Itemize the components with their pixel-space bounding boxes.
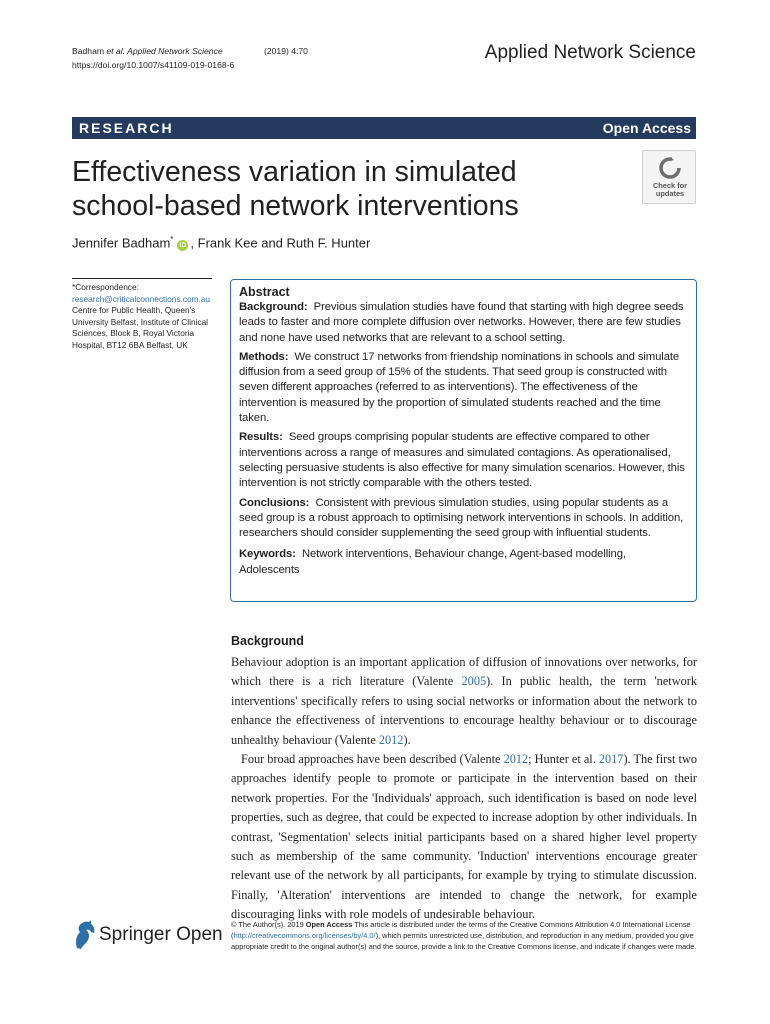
article-type-banner: [72, 117, 696, 139]
keywords-text: Network interventions, Behaviour change, Agent-based modelling, Adolescents: [239, 548, 626, 576]
open-access-label: Open Access: [602, 120, 691, 136]
open-wordmark: Open: [176, 924, 223, 945]
license-copyright: © The Author(s). 2019: [231, 920, 306, 929]
license-text-a: This article is distributed under the terms of the Creative Commons Attribution 4.0 International License (: [231, 920, 691, 940]
abstract-conclusions: [239, 496, 688, 542]
article-title: Effectiveness variation in simulated school-based network interventions: [72, 156, 519, 222]
header-doi[interactable]: https://doi.org/10.1007/s41109-019-0168-6: [72, 60, 235, 70]
abstract-heading: Abstract: [239, 285, 290, 299]
body-p1-text-b: ). In public health, the term 'network interventions' specifically refers to using social networks or information about the network to enhance the effectiveness of interventions to encourage healthy behaviour or to discourage unhealthy behaviour (Valente: [231, 674, 697, 747]
body-p1-text-a: Behaviour adoption is an important application of diffusion of innovations over networks, for which there is a rich literature (Valente: [231, 655, 697, 689]
orcid-icon[interactable]: iD: [177, 240, 188, 251]
abstract-results-text: Seed groups comprising popular students are effective compared to other interventions across a range of measures and simulated contagions. As operationalised, selecting persuasive students is also effective for many simulation scenarios. However, this intervention is not strictly comparable with the others tested.: [239, 431, 685, 490]
author-rest: , Frank Kee and Ruth F. Hunter: [190, 235, 371, 251]
springer-horse-icon: [72, 920, 96, 950]
check-for-updates-button[interactable]: [642, 150, 696, 204]
check-updates-icon: [659, 157, 681, 179]
keywords-label: Keywords:: [239, 548, 296, 561]
correspondence-affiliation: Centre for Public Health, Queen's University Belfast, Institute of Clinical Sciences, Block B, Royal Victoria Hospital, BT12 6BA Belfast, UK: [72, 305, 209, 350]
corresponding-mark: *: [170, 235, 174, 244]
correspondence-label: *Correspondence:: [72, 282, 139, 292]
license-link[interactable]: http://creativecommons.org/licenses/by/4.0/: [233, 931, 376, 940]
check-updates-line1: Check for: [652, 181, 688, 190]
citation-link[interactable]: 2005: [461, 674, 487, 689]
abstract-methods-text: We construct 17 networks from friendship nominations in schools and simulate diffusion from a seed group of 15% of the students. That seed group is constructed with seven different approaches (referred to as interventions). The effectiveness of the intervention is measured by the proportion of simulated students reached and the time taken.: [239, 350, 680, 425]
abstract-box: [230, 279, 697, 602]
correspondence-block: [72, 282, 222, 352]
abstract-background: [239, 300, 688, 346]
body-paragraph-2: [231, 750, 697, 925]
citation-link[interactable]: 2012: [503, 752, 529, 767]
header-author: Badham: [72, 46, 105, 56]
check-updates-line2: updates: [655, 189, 685, 199]
abstract-background-text: Previous simulation studies have found that starting with high degree seeds leads to faster and more complete diffusion over networks. However, there are few studies and none have used networks that are relevant to a school setting.: [239, 301, 684, 344]
journal-name: Applied Network Science: [484, 42, 696, 63]
abstract-results: [239, 430, 688, 491]
body-p1-text-c: ).: [403, 732, 411, 747]
citation-link[interactable]: 2012: [378, 732, 404, 747]
abstract-conclusions-text: Consistent with previous simulation studies, using popular students as a seed group is a robust approach to optimising network interventions in schools. In addition, researchers should consider supplementing the seed group with influential students.: [239, 496, 684, 540]
running-header: [72, 44, 308, 72]
sidebar-divider: [72, 278, 212, 279]
abstract-methods-label: Methods:: [239, 350, 289, 363]
body-paragraph-1: [231, 653, 697, 750]
abstract-methods: [239, 350, 688, 426]
research-label: RESEARCH: [79, 120, 174, 136]
springer-wordmark: Springer: [99, 924, 171, 945]
section-heading-background: Background: [231, 634, 304, 648]
abstract-results-label: Results:: [239, 431, 283, 444]
correspondence-email[interactable]: research@criticalconnections.com.au: [72, 293, 211, 304]
citation-link[interactable]: 2017: [598, 752, 624, 767]
abstract-background-label: Background:: [239, 301, 308, 313]
abstract-keywords: [239, 547, 688, 578]
body-p2-text-c: ). The first two approaches identify people to promote or participate in the intervention based on their network properties. For the 'Individuals' approach, such identification is based on node level properties, such as degree, that could be expected to increase adoption by other individuals. In contrast, 'Segmentation' selects initial participants based on a shared higher level property such as membership of the same community. 'Induction' interventions encourage greater relevant use of the network by all participants, for example by trying to stimulate discussion. Finally, 'Alteration' interventions are intended to change the network, for example discouraging links with role models of undesirable behaviour.: [231, 752, 697, 922]
body-p2-text-b: ; Hunter et al.: [528, 752, 599, 767]
author-list: [72, 235, 370, 251]
header-journal: et al. Applied Network Science: [106, 46, 223, 56]
abstract-conclusions-label: Conclusions:: [239, 496, 310, 509]
body-p2-text-a: Four broad approaches have been described (Valente: [241, 752, 504, 767]
body-text: [231, 653, 697, 925]
springer-open-logo: [72, 918, 223, 954]
header-issue: (2019) 4:70: [264, 46, 308, 56]
license-open-access: Open Access: [305, 920, 353, 929]
license-notice: [231, 919, 697, 952]
license-text-b: ), which permits unrestricted use, distribution, and reproduction in any medium, provided you give appropriate credit to the original author(s) and the source, provide a link to the Creative Commons license, and indicate if changes were made.: [231, 931, 697, 951]
author-first[interactable]: Jennifer Badham: [72, 235, 171, 251]
